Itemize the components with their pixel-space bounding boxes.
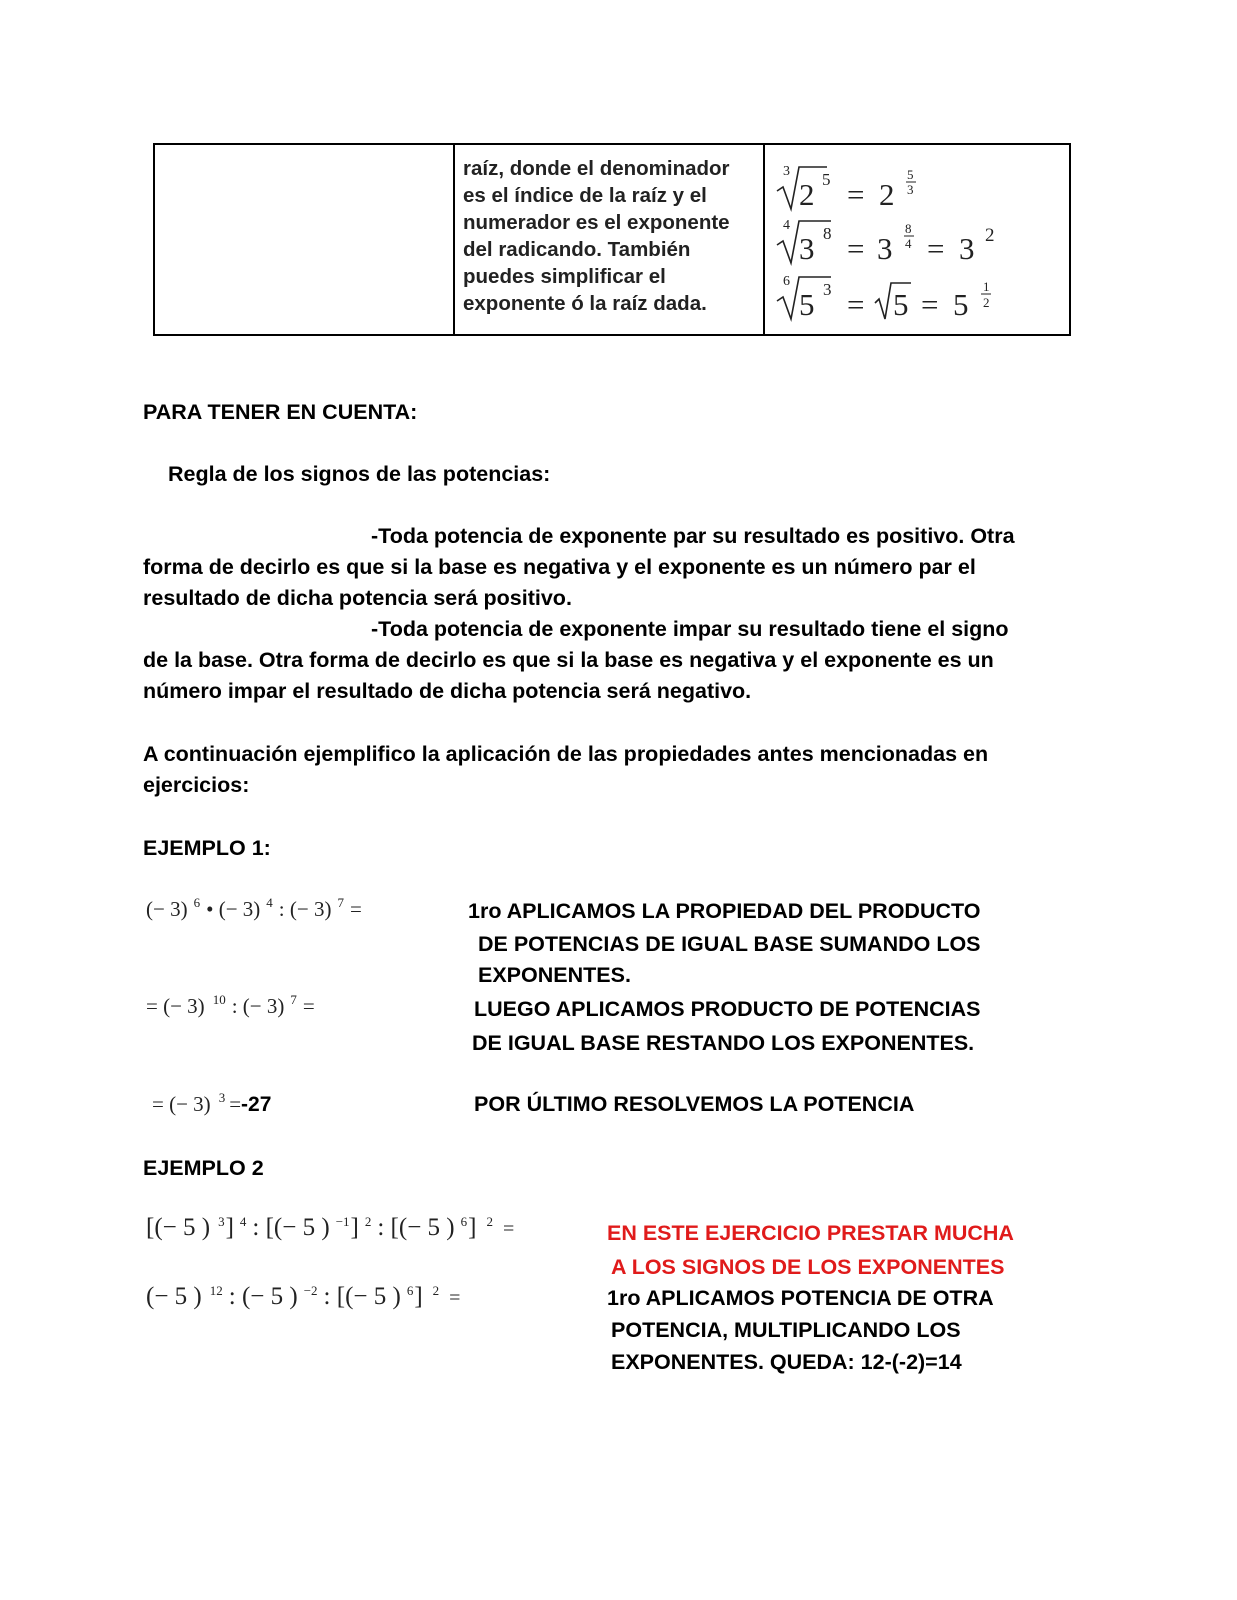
example-1-expr-3: = (− 3) $^3$ =-27 — [152, 1090, 272, 1116]
radicand-exponent: 8 — [823, 224, 832, 243]
equals-sign: = — [847, 177, 865, 212]
example-1-explanation-1 — [468, 895, 981, 989]
radicand-exponent: 5 — [822, 170, 831, 189]
explanation-line: EXPONENTES. QUEDA: 12-(-2)=14 — [611, 1350, 962, 1374]
rule-2 — [143, 614, 1083, 707]
mid-base: 3 — [877, 231, 893, 266]
example-1-result: -27 — [241, 1093, 272, 1116]
section-heading: PARA TENER EN CUENTA: — [143, 400, 418, 424]
root-example-3 — [777, 274, 991, 322]
subheading: Regla de los signos de las potencias: — [168, 462, 551, 486]
frac-denominator: 2 — [983, 295, 990, 310]
table-text-line: raíz, donde el denominador — [463, 157, 730, 180]
explanation-line: LUEGO APLICAMOS PRODUCTO DE POTENCIAS — [474, 997, 981, 1021]
reference-table — [153, 143, 1071, 336]
equals-sign: = — [921, 287, 939, 322]
intro-line: A continuación ejemplifico la aplicación de las propiedades antes mencionadas en — [143, 742, 989, 766]
root-index: 3 — [783, 164, 790, 179]
example-1-expr-1: (− 3) $^6$ • (− 3) $^4$ : (− 3) $^7$ = — [146, 895, 362, 921]
table-description-text — [463, 155, 763, 317]
root-index: 6 — [783, 274, 790, 289]
radicand-base: 3 — [799, 231, 815, 266]
table-cell-empty — [155, 145, 455, 334]
root-example-1 — [777, 164, 916, 212]
example-1-expr-2: = (− 3) $^{10}$ : (− 3) $^7$ = — [146, 992, 315, 1018]
rule-line: -Toda potencia de exponente par su resultado es positivo. Otra — [371, 524, 1015, 548]
example-2-expr-2: (− 5 ) $^{12}$ : (− 5 ) $^{-2}$ : [(− 5 ) $^6$] $^2$ = — [146, 1283, 461, 1310]
explanation-line: POTENCIA, MULTIPLICANDO LOS — [611, 1318, 961, 1342]
sqrt-base: 5 — [893, 287, 909, 322]
example-1-explanation-2 — [472, 992, 980, 1060]
root-index: 4 — [783, 218, 790, 233]
root-examples-formulas — [775, 157, 1065, 327]
example-2-explanation — [607, 1282, 994, 1378]
radicand-exponent: 3 — [823, 280, 832, 299]
example-2-expr-1: [(− 5 ) $^3$] $^4$ : [(− 5 ) $^{-1}$] $^2$ : [(− 5 ) $^6$] $^2$ = — [146, 1214, 515, 1241]
intro-line: ejercicios: — [143, 773, 250, 797]
equals-sign: = — [847, 231, 865, 266]
warning-line: A LOS SIGNOS DE LOS EXPONENTES — [611, 1255, 1005, 1279]
equals-sign: = — [927, 231, 945, 266]
result-exponent: 2 — [985, 225, 995, 246]
table-text-line: numerador es el exponente — [463, 211, 730, 234]
root-example-2 — [777, 218, 995, 266]
equals-sign: = — [847, 287, 865, 322]
radicand-base: 2 — [799, 177, 815, 212]
warning-line: EN ESTE EJERCICIO PRESTAR MUCHA — [607, 1221, 1014, 1245]
rule-1 — [143, 521, 1083, 614]
rule-line: -Toda potencia de exponente impar su resultado tiene el signo — [371, 617, 1009, 641]
frac-numerator: 8 — [905, 221, 912, 236]
frac-denominator: 4 — [905, 236, 912, 251]
rule-line: de la base. Otra forma de decirlo es que si la base es negativa y el exponente es un — [143, 648, 994, 672]
example-1-explanation-3: POR ÚLTIMO RESOLVEMOS LA POTENCIA — [474, 1092, 915, 1116]
explanation-line: 1ro APLICAMOS LA PROPIEDAD DEL PRODUCTO — [468, 899, 981, 923]
rule-line: resultado de dicha potencia será positivo. — [143, 586, 572, 610]
result-base: 5 — [953, 287, 969, 322]
explanation-line: EXPONENTES. — [478, 963, 631, 987]
intro-paragraph — [143, 739, 1083, 801]
example-2-title: EJEMPLO 2 — [143, 1156, 264, 1180]
result-base: 3 — [959, 231, 975, 266]
rule-line: número impar el resultado de dicha potencia será negativo. — [143, 679, 752, 703]
explanation-line: 1ro APLICAMOS POTENCIA DE OTRA — [607, 1286, 994, 1310]
table-text-line: exponente ó la raíz dada. — [463, 292, 707, 315]
radicand-base: 5 — [799, 287, 815, 322]
explanation-line: DE POTENCIAS DE IGUAL BASE SUMANDO LOS — [478, 932, 981, 956]
result-base: 2 — [879, 177, 895, 212]
example-2-warning — [607, 1216, 1014, 1284]
table-text-line: es el índice de la raíz y el — [463, 184, 707, 207]
frac-numerator: 5 — [907, 167, 914, 182]
frac-numerator: 1 — [983, 279, 990, 294]
explanation-line: DE IGUAL BASE RESTANDO LOS EXPONENTES. — [472, 1031, 975, 1055]
table-text-line: puedes simplificar el — [463, 265, 666, 288]
table-text-line: del radicando. También — [463, 238, 691, 261]
frac-denominator: 3 — [907, 182, 914, 197]
rule-line: forma de decirlo es que si la base es negativa y el exponente es un número par el — [143, 555, 976, 579]
example-1-title: EJEMPLO 1: — [143, 836, 271, 860]
